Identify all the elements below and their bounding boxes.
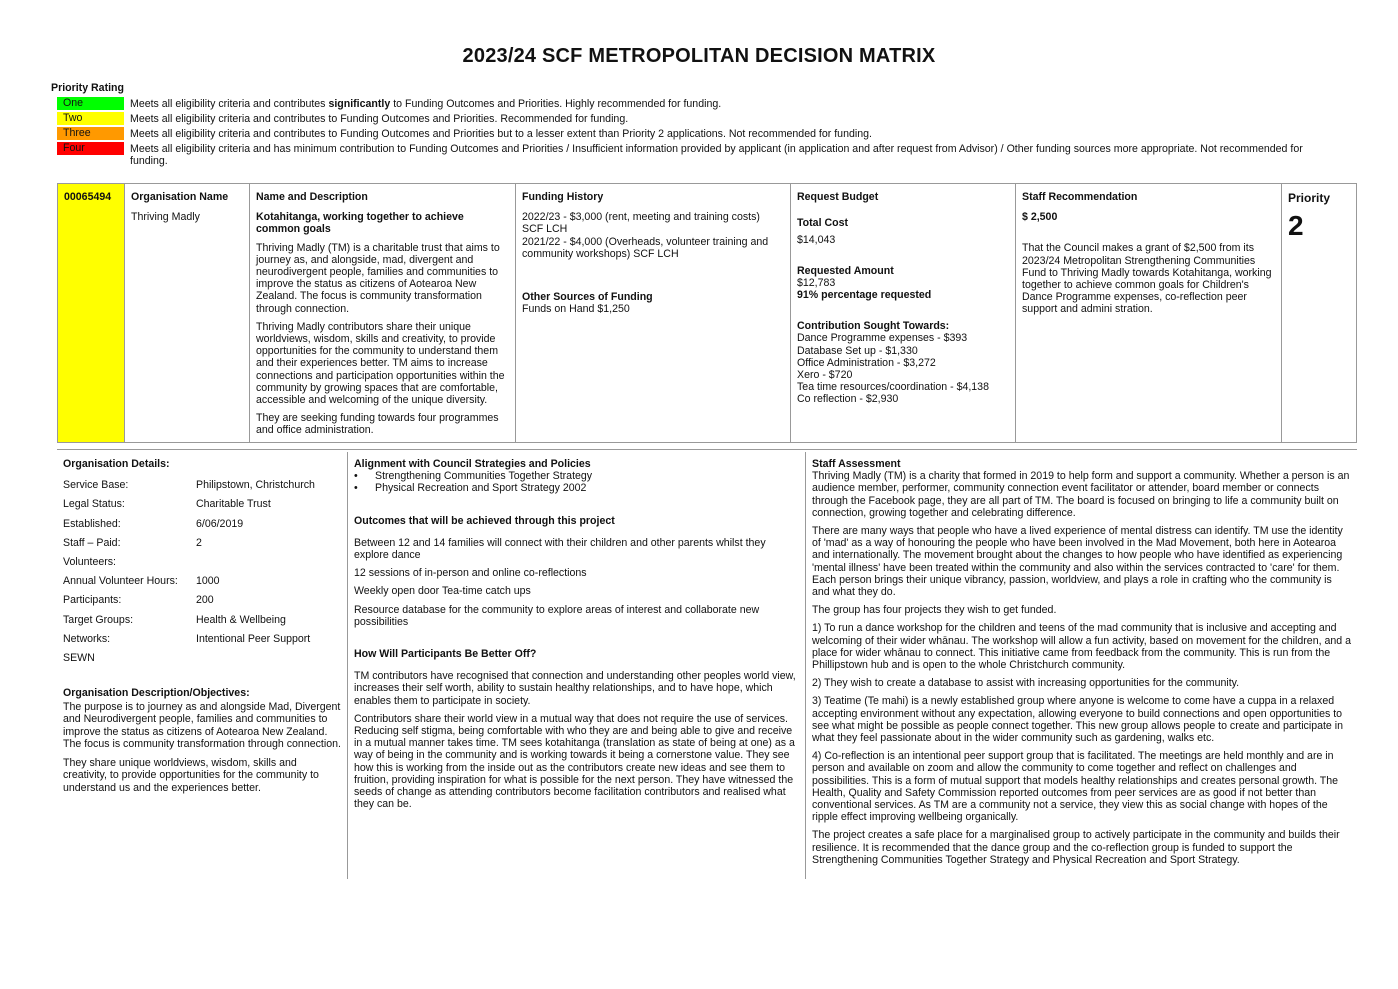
application-table: [57, 183, 1357, 443]
staff-assessment-heading: Staff Assessment: [812, 458, 901, 470]
contribution-item: Dance Programme expenses - $393: [797, 332, 968, 345]
contribution-item: Co reflection - $2,930: [797, 393, 899, 406]
alignment-column: [348, 452, 806, 879]
detail-row: [63, 652, 341, 671]
requested-amount-label: Requested Amount: [797, 264, 894, 277]
priority-four-swatch: Four: [57, 142, 124, 155]
bullet-icon: •: [354, 470, 358, 483]
list-item: [354, 482, 799, 494]
strategy-item: Physical Recreation and Sport Strategy 2002: [375, 482, 587, 495]
section-divider: [57, 449, 1357, 450]
detail-row: [63, 479, 341, 498]
outcomes-heading: Outcomes that will be achieved through this project: [354, 514, 615, 527]
priority-two-swatch: Two: [57, 112, 124, 125]
request-budget-cell: [791, 184, 1016, 442]
project-description: Thriving Madly (TM) is a charitable trust that aims to journey as, and alongside, mad, divergent and neurodivergent people, families and communities to improve the status as citizens of Aotearoa New Zealand. The focus is community transformation through connection.: [256, 241, 500, 315]
strategy-item: Strengthening Communities Together Strategy: [375, 470, 593, 483]
organisation-description: The purpose is to journey as and alongside Mad, Divergent and Neurodivergent people, families and communities to improve the status as citizens of Aotearoa New Zealand. The focus is community transformation through connection.: [63, 701, 341, 750]
priority-one-description: [130, 97, 721, 110]
detail-value: 6/06/2019: [196, 517, 244, 530]
detail-label: Service Base:: [63, 479, 129, 492]
detail-row: [63, 614, 341, 633]
total-cost-label: Total Cost: [797, 217, 849, 230]
staff-recommendation-heading: Staff Recommendation: [1022, 191, 1138, 203]
detail-value: 200: [196, 594, 214, 607]
priority-legend-row: [57, 142, 1317, 167]
priority-value: 2: [1288, 210, 1304, 242]
detail-row: [63, 518, 341, 537]
desc-text: Meets all eligibility criteria and contributes: [130, 98, 329, 110]
project-description: Thriving Madly contributors share their unique worldviews, wisdom, skills and creativity, to provide opportunities for the community to understand them and their experiences better. TM aims to increase connections and participation opportunities within the community by growing spaces that are comfortable, accessible and welcoming of the unique diversity.: [256, 320, 505, 407]
detail-row: [63, 575, 341, 594]
detail-label: Annual Volunteer Hours:: [63, 575, 178, 588]
details-section: [57, 452, 1357, 879]
requested-amount-value: $12,783: [797, 276, 836, 289]
name-description-cell: [250, 184, 516, 442]
contribution-item: Database Set up - $1,330: [797, 344, 918, 357]
bullet-icon: •: [354, 482, 358, 495]
priority-heading: Priority: [1288, 191, 1331, 205]
detail-value: 2: [196, 536, 202, 549]
assessment-paragraph: 2) They wish to create a database to assist with increasing opportunities for the community.: [812, 677, 1240, 690]
list-item: [354, 470, 799, 482]
organisation-description-heading: Organisation Description/Objectives:: [63, 687, 250, 700]
detail-row: [63, 594, 341, 613]
project-description: They are seeking funding towards four programmes and office administration.: [256, 412, 499, 437]
contribution-item: Xero - $720: [797, 369, 853, 382]
detail-label: Established:: [63, 517, 121, 530]
funding-history-cell: [516, 184, 791, 442]
priority-legend-row: [57, 127, 1317, 140]
priority-rating-heading: Priority Rating: [51, 82, 124, 94]
detail-row: [63, 556, 341, 575]
detail-label: Networks:: [63, 632, 111, 645]
better-off-heading: How Will Participants Be Better Off?: [354, 648, 537, 661]
priority-legend-row: [57, 97, 1317, 110]
funding-history-item: 2021/22 - $4,000 (Overheads, volunteer training and community workshops) SCF LCH: [522, 235, 769, 260]
detail-label: Legal Status:: [63, 498, 125, 511]
funding-history-item: 2022/23 - $3,000 (rent, meeting and training costs) SCF LCH: [522, 211, 760, 236]
assessment-paragraph: 1) To run a dance workshop for the children and teens of the mad community that is inclusive and accepting and welcoming of their wider whānau. The workshop will allow a fun activity, based on movement for the children, and a place for wider whānau to connect. This initiative came from feedback from the community. This is run from the Phillipstown hub and is open to the whole Christchurch community.: [812, 622, 1351, 672]
total-cost-value: $14,043: [797, 234, 836, 247]
detail-value: Philipstown, Christchurch: [196, 479, 315, 492]
priority-legend: [57, 97, 1317, 169]
application-id: 00065494: [64, 191, 112, 203]
detail-label: SEWN: [63, 651, 95, 664]
desc-text: to Funding Outcomes and Priorities. Highly recommended for funding.: [390, 98, 722, 110]
desc-emphasis: significantly: [328, 98, 391, 110]
contribution-item: Tea time resources/coordination - $4,138: [797, 381, 989, 394]
organisation-name: Thriving Madly: [131, 211, 200, 224]
outcome-item: Weekly open door Tea-time catch ups: [354, 585, 531, 598]
strategy-list: [354, 470, 799, 494]
other-sources-heading: Other Sources of Funding: [522, 291, 653, 304]
staff-recommendation-cell: [1016, 184, 1282, 442]
organisation-details-column: [57, 452, 348, 879]
assessment-paragraph: 3) Teatime (Te mahi) is a newly established group where anyone is welcome to come have a cuppa in a relaxed accepting environment without any expectation, allowing everyone to build connections and open opportunities to see what might be possible as people connect together. This new group allows people to create and participate in what they feel passionate about in the wider community such as gardening, walks etc.: [812, 695, 1344, 745]
priority-three-swatch: Three: [57, 127, 124, 140]
other-sources-value: Funds on Hand $1,250: [522, 303, 630, 316]
request-budget-heading: Request Budget: [797, 191, 879, 203]
contribution-item: Office Administration - $3,272: [797, 356, 936, 369]
priority-one-swatch: One: [57, 97, 124, 110]
outcome-item: Between 12 and 14 families will connect with their children and other parents whilst they explore dance: [354, 536, 766, 562]
priority-three-description: Meets all eligibility criteria and contributes to Funding Outcomes and Priorities but to a lesser extent than Priority 2 applications. Not recommended for funding.: [130, 128, 872, 140]
assessment-paragraph: There are many ways that people who have a lived experience of mental distress can identify. TM use the identity of 'mad' as a way of honouring the people who have been involved in the Mad Movement, both here in Aotearoa and internationally. The movement brought about the changes to how people who have identified as experiencing 'mental illness' have been treated within the community and also within the services contracted to 'care' for them. Each person brings their unique vibrancy, passion, worldview, and plays a role in crafting who the community is and what they do.: [812, 525, 1343, 599]
priority-cell: [1282, 184, 1356, 442]
organisation-details-heading: Organisation Details:: [63, 458, 170, 470]
detail-row: [63, 537, 341, 556]
detail-value: Intentional Peer Support: [196, 632, 311, 645]
organisation-description: They share unique worldviews, wisdom, skills and creativity, to provide opportunities for the community to understand us and the experiences better.: [63, 757, 319, 794]
assessment-paragraph: The group has four projects they wish to get funded.: [812, 604, 1057, 617]
detail-row: [63, 498, 341, 517]
staff-assessment-column: [806, 452, 1357, 879]
page-title: 2023/24 SCF METROPOLITAN DECISION MATRIX: [462, 45, 936, 67]
staff-recommended-amount: $ 2,500: [1022, 211, 1058, 224]
better-off-paragraph: TM contributors have recognised that connection and understanding other peoples world view, increases their self worth, ability to sustain healthy relationships, and to have hope, which enables them to participate in society.: [354, 670, 796, 707]
outcome-item: Resource database for the community to explore areas of interest and collaborate new possibilities: [354, 603, 760, 628]
project-name: Kotahitanga, working together to achieve common goals: [256, 211, 464, 236]
detail-value: 1000: [196, 575, 220, 588]
detail-label: Target Groups:: [63, 613, 134, 626]
assessment-paragraph: 4) Co-reflection is an intentional peer support group that is facilitated. The meetings are held monthly and are in person and available on zoom and allow the community to come together and reflect on challenges and possibilities. This is a form of mutual support that models healthy relationships and creates personal growth. The Health, Quality and Safety Commission reported outcomes from peer services are as good if not better than conventional services. As TM are a community not a service, they view this as social change with hopes of the ripple effect improving wellbeing organically.: [812, 750, 1339, 824]
detail-value: Charitable Trust: [196, 498, 271, 511]
detail-label: Volunteers:: [63, 555, 117, 568]
priority-two-description: Meets all eligibility criteria and contributes to Funding Outcomes and Priorities. Recommended for funding.: [130, 113, 629, 125]
application-id-cell: [58, 184, 125, 442]
contribution-heading: Contribution Sought Towards:: [797, 320, 950, 333]
detail-value: Health & Wellbeing: [196, 613, 286, 626]
outcome-item: 12 sessions of in-person and online co-reflections: [354, 567, 587, 580]
organisation-name-heading: Organisation Name: [131, 191, 229, 203]
alignment-heading: Alignment with Council Strategies and Policies: [354, 458, 591, 470]
detail-label: Staff – Paid:: [63, 536, 121, 549]
name-description-heading: Name and Description: [256, 191, 368, 203]
funding-history-heading: Funding History: [522, 191, 604, 203]
percent-requested: 91% percentage requested: [797, 289, 932, 302]
better-off-paragraph: Contributors share their world view in a mutual way that does not require the use of services. Reducing self stigma, being comfortable with who they are and being able to give and receive in a mutual manner takes time. TM sees kotahitanga (translation as state of being at one) as a way of being in the community and is working towards it being a cornerstone value. They see how this is working from the inside out as the contributors create new ideas and see them to fruition, providing inspiration for what is possible for the next person. They have witnessed the seeds of change as attending contributors become facilitation contributors and realised what they can be.: [354, 712, 795, 811]
organisation-name-cell: [125, 184, 250, 442]
assessment-paragraph: The project creates a safe place for a marginalised group to actively participate in the community and builds their resilience. It is recommended that the dance group and the co-reflection group is funded to support the Strengthening Communities Together Strategy and Physical Recreation and Sport Strategy.: [812, 829, 1340, 866]
priority-four-description: Meets all eligibility criteria and has minimum contribution to Funding Outcomes and Priorities / Insufficient information provided by applicant (in application and after request from Advisor) / Other funding sources more appropriate. Not recommended for funding.: [130, 143, 1303, 167]
detail-row: [63, 633, 341, 652]
priority-legend-row: [57, 112, 1317, 125]
detail-label: Participants:: [63, 594, 122, 607]
assessment-paragraph: Thriving Madly (TM) is a charity that formed in 2019 to help form and support a community. Whether a person is an audience member, performer, community connection event facilitator or attender, board member or connects through the Facebook page, they are all part of TM. The board is focused on bringing to life a community built on connection, growing together and celebrating difference.: [812, 470, 1350, 519]
staff-recommendation-text: That the Council makes a grant of $2,500 from its 2023/24 Metropolitan Strengthening Communities Fund to Thriving Madly towards Kotahitanga, working together to achieve common goals for Children's Dance Programme expenses, co-reflection peer support and admini stration.: [1022, 242, 1272, 316]
